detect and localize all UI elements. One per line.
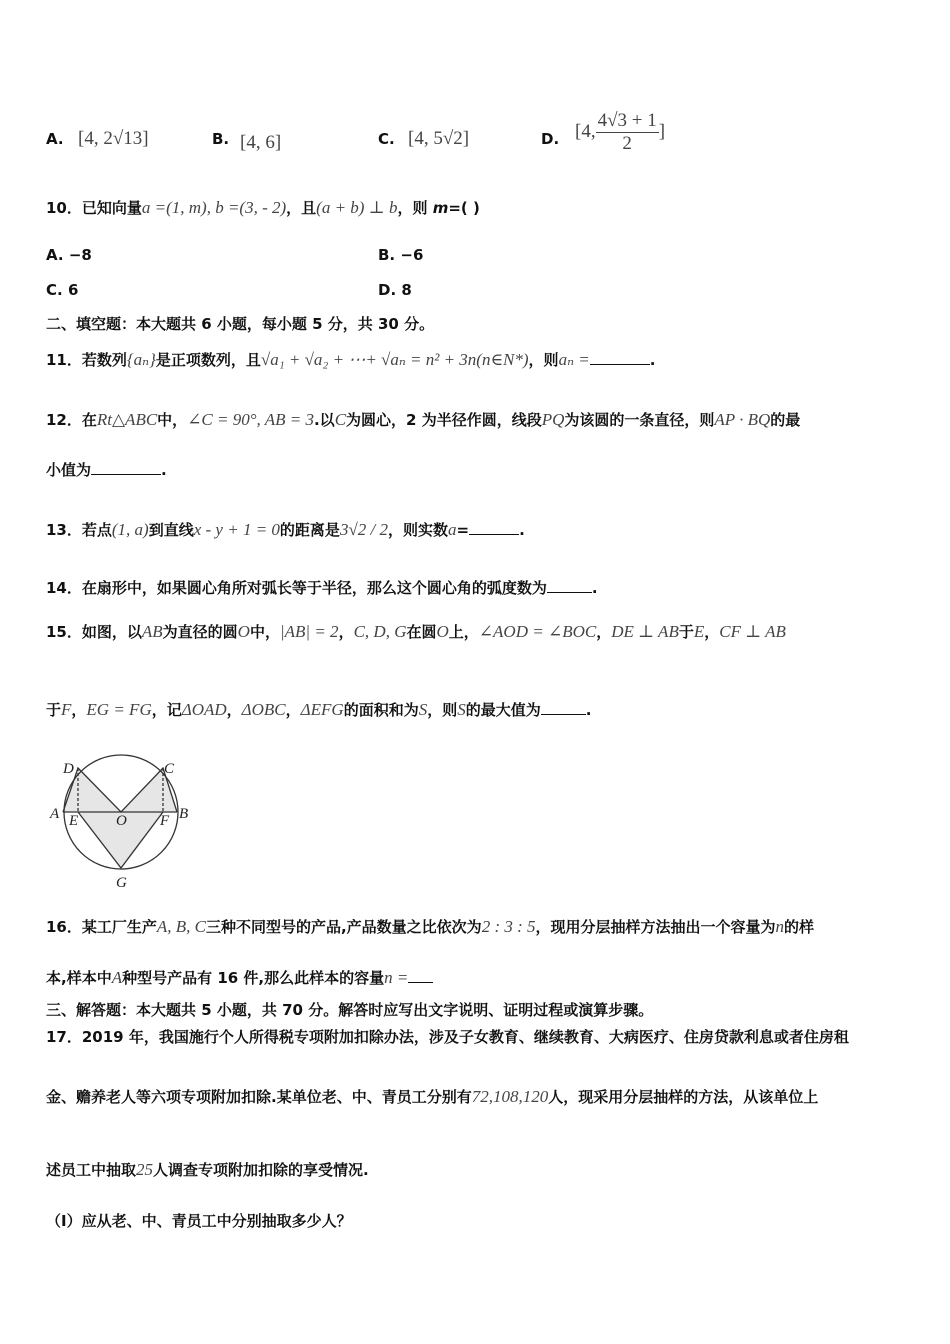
text-segment: . [591,579,598,597]
label-f: F [160,813,170,829]
q9-option-a-value: [4, 2√13] [78,128,149,149]
math-expression: (1, a) [111,520,149,539]
q10-option-d [378,281,412,299]
math-expression: 2 : 3 : 5 [481,917,536,936]
text-segment: 于 [678,623,694,641]
math-expression: AP · BQ [714,410,771,429]
math-expression: DE ⊥ AB [611,622,679,641]
answer-blank [408,968,433,983]
text-segment: 小值为 [46,461,92,479]
math-expression: a [448,520,457,539]
answer-blank [541,700,586,715]
option-d-prefix: [4, [575,121,596,142]
text-line [46,1087,818,1107]
math-expression: ΔOAD [181,700,227,719]
denominator: 2 [622,132,632,154]
text-segment: 的面积和为 [343,701,419,719]
answer-blank [547,578,592,593]
math-expression: O [237,622,250,641]
value: 8 [401,281,412,299]
text-segment: 金、赡养老人等六项专项附加扣除.某单位老、中、青员工分别有 [46,1088,472,1106]
text-segment: 17．2019 年，我国施行个人所得税专项附加扣除办法，涉及子女教育、继续教育、大病医疗、住房贷款利息或者住房租 [46,1028,849,1046]
math-expression: x - y + 1 = 0 [193,520,280,539]
q9-option-b-label: B. [212,130,230,148]
text-segment: m [432,199,449,217]
text-line [46,917,814,937]
value: −8 [68,246,92,264]
text-segment: 为该圆的一条直径，则 [564,411,715,429]
math-expression: aₙ = [558,350,590,369]
math-expression: ΔOBC [241,700,286,719]
math-expression: AB [141,622,163,641]
text-line [46,198,480,218]
text-segment: 为直径的圆 [162,623,238,641]
label-c: C [164,761,175,777]
math-expression: O [436,622,449,641]
text-line [46,460,167,480]
text-segment: . [161,461,167,479]
text-segment: 二、填空题：本大题共 6 小题，每小题 5 分，共 30 分。 [46,315,435,333]
text-segment: 的距离是 [279,521,340,539]
label-d: D [63,761,74,777]
text-segment: ，则 [528,351,559,369]
text-line [46,1027,849,1047]
label-a: A [50,806,60,822]
label-e: E [69,813,79,829]
text-segment: 11．若数列 [46,351,127,369]
text-segment: 14．在扇形中，如果圆心角所对弧长等于半径，那么这个圆心角的弧度数为 [46,579,547,597]
math-expression: 72,108,120 [471,1087,549,1106]
q9-option-d-label: D. [541,130,560,148]
text-segment: 上， [448,623,479,641]
math-expression: a =(1, m), b =(3, - 2) [141,198,287,217]
text-segment: ， [285,701,301,719]
math-expression: S [457,700,466,719]
q9-option-d-value [575,104,665,160]
math-expression: |AB| = 2 [279,622,339,641]
text-segment: 的最 [770,411,801,429]
text-line [46,700,591,720]
math-expression: n [775,917,785,936]
q9-option-c-value: [4, 5√2] [408,128,470,149]
math-expression: C, D, G [353,622,407,641]
text-segment: 的样 [784,918,815,936]
text-segment: 15．如图，以 [46,623,142,641]
text-segment: = [456,521,470,539]
text-line [46,968,433,988]
q9-option-a-label: A. [46,130,64,148]
answer-blank [590,350,650,365]
text-line [46,410,800,430]
math-expression: A [111,968,123,987]
label-o: O [116,813,127,829]
math-expression: 25 [136,1160,154,1179]
text-segment: ，则实数 [388,521,449,539]
text-segment: 16．某工厂生产 [46,918,157,936]
text-line [46,1000,653,1020]
text-line [46,1160,369,1180]
text-segment: 三、解答题：本大题共 5 小题，共 70 分。解答时应写出文字说明、证明过程或演算步骤。 [46,1001,654,1019]
math-expression: F [61,700,72,719]
text-segment: 本,样本中 [46,969,112,987]
text-segment: ， [596,623,612,641]
text-segment: 是正项数列，且 [155,351,261,369]
text-segment: 种型号产品有 16 件,那么此样本的容量 [122,969,385,987]
math-expression: S [418,700,428,719]
text-segment: ，记 [151,701,182,719]
label: A. [46,246,64,264]
text-segment: 10．已知向量 [46,199,142,217]
text-segment: 中， [249,623,280,641]
text-line [46,350,655,370]
text-segment: 12．在 [46,411,97,429]
text-segment: ，则 [427,701,458,719]
text-segment: 在圆 [406,623,437,641]
math-expression: CF ⊥ AB [719,622,786,641]
text-segment: =( ) [448,199,480,217]
math-expression: E [693,622,705,641]
circle-figure [40,740,220,900]
text-segment: ， [71,701,87,719]
label-g: G [116,875,127,891]
label-b: B [179,806,189,822]
math-expression: n = [384,968,409,987]
text-segment: . [519,521,525,539]
text-line [46,314,434,334]
text-segment: . [585,701,592,719]
text-segment: 述员工中抽取 [46,1161,137,1179]
math-expression: Rt△ABC [96,410,158,429]
value: −6 [400,246,424,264]
math-expression: (a + b) ⊥ b [316,198,398,217]
text-segment: ， [226,701,242,719]
text-segment: （Ⅰ）应从老、中、青员工中分别抽取多少人？ [46,1212,352,1230]
text-segment: 三种不同型号的产品,产品数量之比依次为 [205,918,482,936]
text-segment: 人调查专项附加扣除的享受情况. [153,1161,369,1179]
math-expression: 3√2 / 2 [339,520,388,539]
math-expression: √a₁ + √a₂ + ⋯+ √aₙ = n² + 3n(n∈N*) [260,350,529,369]
answer-blank [91,460,161,475]
q10-option-b [378,246,423,264]
numerator: 4√3 + 1 [597,109,657,131]
text-segment: .以 [313,411,335,429]
text-segment: 于 [46,701,62,719]
text-line [46,622,786,642]
text-segment: ， [338,623,354,641]
math-expression: {aₙ} [126,350,156,369]
text-segment: ，则 [397,199,433,217]
text-segment: 为圆心，2 为半径作圆，线段 [346,411,542,429]
math-expression: ∠C = 90°, AB = 3 [187,410,314,429]
label: C. [46,281,63,299]
text-line [46,1211,352,1231]
math-expression: ΔEFG [300,700,344,719]
text-segment: 人，现采用分层抽样的方法，从该单位上 [548,1088,819,1106]
q10-option-c [46,281,78,299]
text-segment: 中， [157,411,188,429]
option-d-fraction [596,110,659,155]
text-segment: ， [704,623,720,641]
text-line [46,520,525,540]
label: D. [378,281,397,299]
label: B. [378,246,396,264]
math-expression: A, B, C [156,917,206,936]
q9-option-b-value: [4, 6] [240,132,282,153]
value: 6 [67,281,79,299]
text-segment: . [649,351,656,369]
math-expression: C [334,410,347,429]
text-segment: 的最大值为 [465,701,541,719]
text-line [46,578,598,598]
q10-option-a [46,246,92,264]
text-segment: 13．若点 [46,521,112,539]
math-expression: ∠AOD = ∠BOC [478,622,597,641]
math-expression: PQ [541,410,565,429]
text-segment: ，现用分层抽样方法抽出一个容量为 [535,918,776,936]
answer-blank [469,520,519,535]
math-expression: EG = FG [86,700,152,719]
q9-option-c-label: C. [378,130,395,148]
option-d-suffix: ] [658,121,666,142]
text-segment: ，且 [286,199,317,217]
text-segment: 到直线 [148,521,194,539]
